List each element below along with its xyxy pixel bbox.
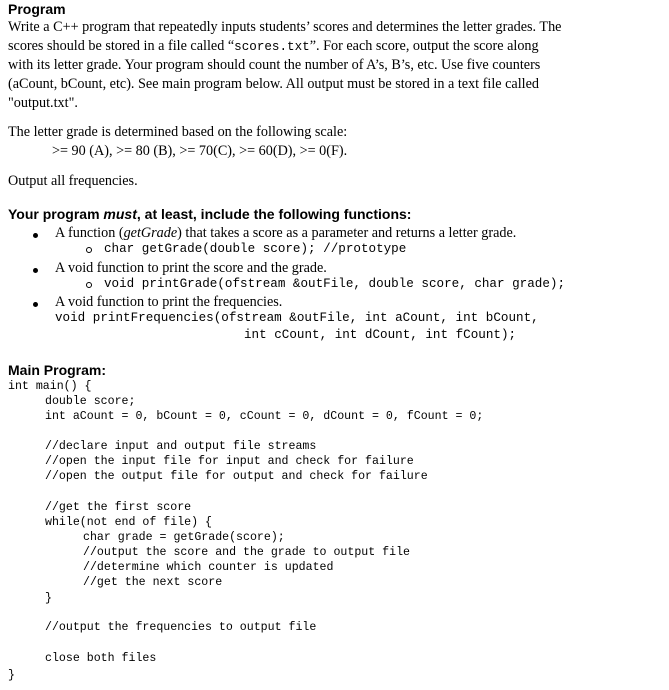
bullet-icon <box>33 268 38 273</box>
item1-post: ) that takes a score as a parameter and returns a letter grade. <box>177 225 517 241</box>
functions-heading-must: must <box>103 206 137 222</box>
code-line: //open the output file for output and check for failure <box>45 470 428 483</box>
program-heading: Program <box>8 1 66 17</box>
code-line: //declare input and output file streams <box>45 440 317 453</box>
code-line: close both files <box>45 652 157 665</box>
desc-line-2 <box>8 38 539 55</box>
desc-line-4: (aCount, bCount, etc). See main program below. All output must be stored in a text file called <box>8 76 539 92</box>
item1-pre: A function ( <box>55 225 124 241</box>
printfrequencies-prototype-line-2: int cCount, int dCount, int fCount); <box>244 328 517 342</box>
item1-emphasis: getGrade <box>123 225 178 241</box>
code-line: } <box>45 592 52 605</box>
printfrequencies-prototype-line-1: void printFrequencies(ofstream &outFile, int aCount, int bCount, <box>55 311 539 325</box>
sub-bullet-icon <box>86 247 92 253</box>
code-line: while(not end of file) { <box>45 516 212 529</box>
desc-line-1: Write a C++ program that repeatedly inputs students’ scores and determines the letter grades. The <box>8 19 562 35</box>
desc-line-3: with its letter grade. Your program should count the number of A’s, B’s, etc. Use five counters <box>8 57 541 73</box>
functions-heading-post: , at least, include the following functions: <box>136 206 412 222</box>
frequency-note: Output all frequencies. <box>8 173 138 189</box>
code-line: //get the first score <box>45 501 192 514</box>
bullet-icon <box>33 302 38 307</box>
sub-bullet-icon <box>86 282 92 288</box>
code-line: //output the frequencies to output file <box>45 621 317 634</box>
scores-filename: scores.txt <box>234 40 310 54</box>
desc-line-5: "output.txt". <box>8 95 78 111</box>
function-item-2: A void function to print the score and the grade. <box>55 260 327 276</box>
bullet-icon <box>33 233 38 238</box>
function-item-3: A void function to print the frequencies. <box>55 294 283 310</box>
functions-heading <box>8 206 411 222</box>
code-line: int aCount = 0, bCount = 0, cCount = 0, dCount = 0, fCount = 0; <box>45 410 484 423</box>
code-line: int main() { <box>8 380 92 393</box>
function-item-1 <box>55 225 516 242</box>
code-line: //open the input file for input and check for failure <box>45 455 414 468</box>
getgrade-prototype: char getGrade(double score); //prototype <box>104 242 407 256</box>
code-line: double score; <box>45 395 136 408</box>
code-line: char grade = getGrade(score); <box>83 531 285 544</box>
code-line: //output the score and the grade to output file <box>83 546 410 559</box>
code-line: //determine which counter is updated <box>83 561 334 574</box>
printgrade-prototype: void printGrade(ofstream &outFile, double score, char grade); <box>104 277 566 291</box>
functions-heading-pre: Your program <box>8 206 104 222</box>
desc-line-2-a: scores should be stored in a file called “ <box>8 38 235 54</box>
desc-line-2-b: ”. For each score, output the score along <box>309 38 539 54</box>
grade-scale: >= 90 (A), >= 80 (B), >= 70(C), >= 60(D), >= 0(F). <box>52 143 348 159</box>
scale-intro: The letter grade is determined based on the following scale: <box>8 124 348 140</box>
main-program-heading: Main Program: <box>8 362 107 378</box>
code-line: //get the next score <box>83 576 223 589</box>
code-line: } <box>8 669 15 682</box>
